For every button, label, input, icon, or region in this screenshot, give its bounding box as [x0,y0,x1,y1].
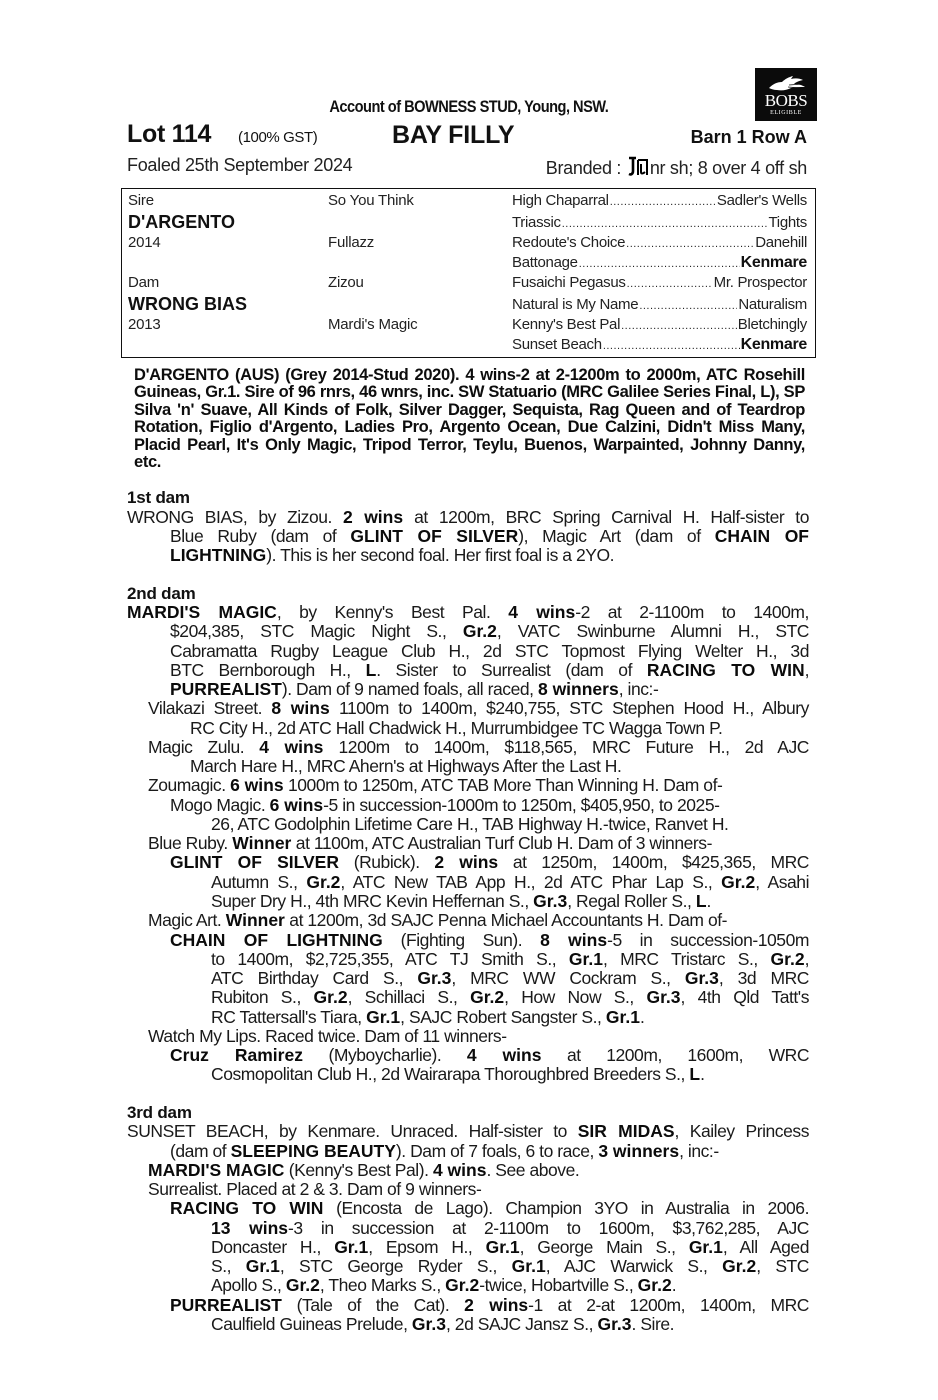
text: , inc:- [618,679,659,699]
bold-text: RACING TO WIN [170,1198,324,1218]
bold-text: Cruz Ramirez [170,1045,303,1065]
pedigree-text-line [170,796,720,815]
pedigree-line [512,335,807,356]
foaled-date: Foaled 25th September 2024 [127,155,353,175]
text: (Rubick). [339,852,435,872]
line-content [190,757,621,776]
bold-text: 8 wins [271,698,330,718]
text: Blue Ruby. [148,833,233,853]
text: , George Main S., [519,1237,689,1257]
pedigree-text-line [211,1315,674,1334]
line-content [211,969,809,988]
bold-text: CHAIN OF [714,526,809,546]
logo-line2: ELIGIBLE [770,110,802,116]
leader-dots [621,315,737,336]
grandparent-name: Natural is My Name [512,296,639,313]
text: Magic Zulu. [148,737,260,757]
text: , Regal Roller S., [567,891,696,911]
text: RC Tattersall's Tiara, [211,1007,367,1027]
bold-text: L [695,891,707,911]
bold-text: Gr.3 [533,891,568,911]
great-grandsire-name: Tights [768,214,807,231]
text: SUNSET BEACH, by Kenmare. Unraced. Half-sister to [127,1121,578,1141]
pedigree-text-line [211,1219,809,1238]
leader-dots [603,335,740,356]
pedigree-text-line [127,508,809,527]
pedigree-text-line [211,950,809,969]
branded-label: Branded : [545,158,622,178]
pedigree-text-line [211,1065,705,1084]
text: -1 at 2-at 1200m, 1400m, MRC [528,1295,809,1315]
text: -5 in succession-1000m to 1250m, $405,950, to 2025- [323,795,720,815]
pedigree-text-line [211,1238,809,1257]
bold-text: Gr.2 [285,1275,320,1295]
line-content [211,1257,809,1276]
text: Cosmopolitan Club H., 2d Wairarapa Thoroughbred Breeders S., [211,1064,690,1084]
pedigree-line [512,213,807,234]
pedigree-line [512,233,807,254]
pedigree-text-line [170,622,809,641]
bold-text: Gr.2 [445,1275,480,1295]
pedigree-text-line [211,873,809,892]
pedigree-text-line [211,1276,676,1295]
line-content [170,796,720,815]
text: Apollo S., [211,1275,286,1295]
line-content [170,1142,719,1161]
line-content [211,988,809,1007]
text: , [804,660,810,680]
text: , Epsom H., [368,1237,486,1257]
text: , ATC New TAB App H., 2d ATC Phar Lap S., [340,872,722,892]
text: at 1200m, 1600m, WRC [541,1045,810,1065]
text: , by Kenny's Best Pal. [276,602,509,622]
bold-text: 6 wins [230,775,284,795]
vendor-account: Account of BOWNESS STUD, Young, NSW. [329,97,609,116]
bold-text: Gr.2 [770,949,805,969]
text: at 1200m, 3d SAJC Penna Michael Accountants H. Dam of- [284,910,728,930]
text: (Encosta de Lago). Champion 3YO in Australia in 2006. [323,1198,809,1218]
text: ). Dam of 9 named foals, all raced, [281,679,538,699]
lot-number: Lot 114 [127,120,212,148]
bold-text: 4 wins [466,1045,542,1065]
text: . Sire. [631,1314,675,1334]
pedigree-text-line [211,969,809,988]
text: March Hare H., MRC Ahern's at Highways After the Last H. [190,756,622,776]
sire-sire: So You Think [328,192,414,209]
lot-header [127,120,807,152]
text: WRONG BIAS, by Zizou. [127,507,343,527]
text: ). Dam of 7 foals, 6 to race, [395,1141,599,1161]
line-content [148,776,722,795]
text: , STC [756,1256,809,1276]
pedigree-text-line [170,1142,719,1161]
bold-text: GLINT OF SILVER [350,526,519,546]
bold-text: Gr.1 [605,1007,640,1027]
line-content [170,1296,809,1315]
great-grandsire-name: Bletchingly [737,316,807,333]
text: , 3d MRC [718,968,809,988]
bold-text: Winner [232,833,292,853]
text: Watch My Lips. Raced twice. Dam of 11 winners- [148,1026,507,1046]
dam-dam: Mardi's Magic [328,316,418,333]
text: , Theo Marks S., [319,1275,446,1295]
brand-info [546,155,807,179]
text: , How Now S., [504,987,647,1007]
pedigree-text-line [170,1046,809,1065]
line-content [170,931,809,950]
text: (Kenny's Best Pal). [284,1160,433,1180]
bold-text: Gr.3 [684,968,719,988]
bold-text: 4 wins [508,602,576,622]
line-content [127,603,809,622]
line-content [127,1122,809,1141]
text: -2 at 2-1100m to 1400m, [575,602,809,622]
grandparent-name: Battonage [512,254,578,271]
text: (Myboycharlie). [302,1045,467,1065]
sire-label: Sire [128,192,154,209]
text: S., [211,1256,246,1276]
leader-dots [626,233,754,254]
pedigree-text-line [211,1008,644,1027]
text: . [671,1275,677,1295]
text: Doncaster H., [211,1237,335,1257]
pedigree-text-line [190,719,722,738]
text: -twice, Hobartville S., [479,1275,638,1295]
leader-dots [610,191,716,212]
grandparent-name: Kenny's Best Pal [512,316,621,333]
bold-text: 8 winners [537,679,619,699]
line-content [170,1199,809,1218]
pedigree-text-line [127,1122,809,1141]
line-content [148,738,809,757]
pedigree-text-line [190,757,621,776]
bold-text: SLEEPING BEAUTY [230,1141,396,1161]
text: at 1100m, ATC Australian Turf Club H. Dam of 3 winners- [291,833,712,853]
line-content [170,680,658,699]
line-content [170,546,614,565]
horse-description: BAY FILLY [392,121,515,149]
text: Caulfield Guineas Prelude, [211,1314,412,1334]
pedigree-text-line [170,527,809,546]
line-content [170,1046,809,1065]
line-content [148,1161,579,1180]
line-content [170,527,809,546]
text: Vilakazi Street. [148,698,272,718]
bold-text: Gr.2 [470,987,505,1007]
line-content [148,1027,507,1046]
great-grandsire-name: Kenmare [740,336,807,353]
first-dam-heading: 1st dam [127,488,190,507]
text: , All Aged [722,1237,809,1257]
text: . See above. [486,1160,580,1180]
great-grandsire-name: Sadler's Wells [716,192,807,209]
text: . [706,891,711,911]
bold-text: Gr.1 [688,1237,723,1257]
bold-text: Gr.1 [511,1256,546,1276]
bold-text: CHAIN OF LIGHTNING [170,930,383,950]
bold-text: Gr.1 [366,1007,401,1027]
bold-text: 8 wins [540,930,608,950]
pedigree-text-line [170,680,658,699]
line-content [170,622,809,641]
grandparent-name: Triassic [512,214,561,231]
bold-text: 3 winners [598,1141,680,1161]
grandparent-name: Redoute's Choice [512,234,626,251]
grandparent-name: Sunset Beach [512,336,602,353]
pedigree-text-line [211,988,809,1007]
text: Surrealist. Placed at 2 & 3. Dam of 9 winners- [148,1179,482,1199]
text: Super Dry H., 4th MRC Kevin Heffernan S., [211,891,534,911]
text: to 1400m, $2,725,355, ATC TJ Smith S., [211,949,569,969]
bold-text: L [365,660,377,680]
text: Autumn S., [211,872,307,892]
text: Blue Ruby (dam of [170,526,351,546]
bold-text: 2 wins [464,1295,529,1315]
text: at 1250m, 1400m, $425,365, MRC [498,852,809,872]
text: , MRC WW Cockram S., [451,968,685,988]
line-content [127,508,809,527]
bold-text: Gr.3 [411,1314,446,1334]
pedigree-text-line [148,776,722,795]
text: 26, ATC Godolphin Lifetime Care H., TAB Highway H.-twice, Ranvet H. [211,814,729,834]
pedigree-text-line [170,642,809,661]
line-content [148,1180,481,1199]
bold-text: LIGHTNING [170,545,267,565]
text: , inc:- [679,1141,719,1161]
bold-text: Gr.1 [568,949,603,969]
line-content [211,1008,644,1027]
bold-text: Gr.2 [462,621,497,641]
line-content [170,642,809,661]
text: , Asahi [755,872,810,892]
text: . Sister to Surrealist (dam of [376,660,647,680]
pedigree-text-line [148,911,727,930]
text: (dam of [170,1141,231,1161]
dam-year: 2013 [128,316,161,333]
line-content [211,950,809,969]
pedigree-text-line [148,1161,579,1180]
text: , VATC Swinburne Alumni H., STC [496,621,809,641]
pedigree-text-line [148,834,712,853]
text: at 1200m, BRC Spring Carnival H. Half-sister to [403,507,809,527]
bold-text: Gr.2 [313,987,348,1007]
pedigree-text-line [127,603,809,622]
text: 1100m to 1400m, $240,755, STC Stephen Hood H., Albury [329,698,809,718]
text: , Kailey Princess [674,1121,809,1141]
pedigree-line [512,191,807,212]
text: Zoumagic. [148,775,231,795]
text: BTC Bernborough H., [170,660,366,680]
bold-text: GLINT OF SILVER [170,852,339,872]
foaling-info [127,155,807,179]
bold-text: Gr.1 [245,1256,280,1276]
sire-name: D'ARGENTO [128,212,235,232]
text: Magic Art. [148,910,226,930]
bold-text: 4 wins [432,1160,487,1180]
pedigree-text-line [170,1199,809,1218]
line-content [211,1315,674,1334]
text: (Tale of the Cat). [281,1295,465,1315]
sire-dam: Fullazz [328,234,375,251]
bold-text: L [689,1064,701,1084]
text: ), Magic Art (dam of [518,526,715,546]
bold-text: 2 wins [342,507,404,527]
bold-text: 13 wins [211,1218,289,1238]
pedigree-text-line [148,699,809,718]
pedigree-text-line [148,1027,507,1046]
text: -5 in succession-1050m [607,930,809,950]
text: , MRC Tristarc S., [602,949,771,969]
leader-dots [639,295,737,316]
line-content [211,892,711,911]
pedigree-text-line [211,892,711,911]
line-content [211,1065,705,1084]
pedigree-line [512,273,807,294]
bold-text: Gr.2 [722,1256,757,1276]
leader-dots [627,273,713,294]
leader-dots [579,253,740,274]
line-content [211,1276,676,1295]
brand-description: nr sh; 8 over 4 off sh [649,158,807,178]
pedigree-text-line [170,853,809,872]
bold-text: SIR MIDAS [577,1121,675,1141]
pedigree-text-line [170,931,809,950]
bold-text: Gr.3 [417,968,452,988]
grandparent-name: High Chaparral [512,192,609,209]
dam-sire: Zizou [328,274,364,291]
text: -3 in succession at 2-1100m to 1600m, $3,762,285, AJC [288,1218,809,1238]
third-dam-heading: 3rd dam [127,1103,192,1122]
logo-line1: BOBS [764,91,808,110]
bold-text: 2 wins [434,852,499,872]
text: . [639,1007,645,1027]
bold-text: PURREALIST [170,679,282,699]
bold-text: Gr.1 [485,1237,520,1257]
bold-text: RACING TO WIN [646,660,805,680]
line-content [211,1219,809,1238]
text: , STC George Ryder S., [279,1256,512,1276]
bold-text: MARDI'S MAGIC [127,602,277,622]
line-content [211,815,728,834]
grandparent-name: Fusaichi Pegasus [512,274,626,291]
pedigree-text-line [148,1180,481,1199]
dam-label: Dam [128,274,160,291]
text: ATC Birthday Card S., [211,968,418,988]
text: Rubiton S., [211,987,314,1007]
bold-text: Gr.2 [306,872,341,892]
line-content [148,699,809,718]
line-content [148,834,712,853]
text: , AJC Warwick S., [545,1256,723,1276]
line-content [190,719,722,738]
gst-note: (100% GST) [238,129,318,146]
second-dam-heading: 2nd dam [127,584,196,603]
dam-name: WRONG BIAS [128,294,247,314]
pedigree-text-line [170,546,614,565]
brand-mark-icon [627,155,649,177]
sire-year: 2014 [128,234,161,251]
pedigree-text-line [211,815,728,834]
line-content [211,873,809,892]
text: Cabramatta Rugby League Club H., 2d STC Topmost Flying Welter H., 3d [170,641,809,661]
text: RC City H., 2d ATC Hall Chadwick H., Murrumbidgee TC Wagga Town P. [190,718,723,738]
pedigree-line [512,315,807,336]
text: , 4th Qld Tatt's [680,987,809,1007]
great-grandsire-name: Danehill [755,234,807,251]
pedigree-text-line [148,738,809,757]
text: ). This is her second foal. Her first foal is a 2YO. [266,545,615,565]
bold-text: Gr.3 [646,987,681,1007]
sire-summary: D'ARGENTO (AUS) (Grey 2014-Stud 2020). 4 wins-2 at 2-1200m to 2000m, ATC Rosehill Guineas, Gr.1. Sire of 96 rnrs, 46 wnrs, inc. SW Statuario (MRC Galilee Series Final, L), SP Silva 'n' Suave, All Kinds of Folk, Silver Dagger, Sequista, Rag Queen and of Teardrop Rotation, Figlio d'Argento, Ladies Pro, Argento Ocean, Due Calzini, Didn't Miss Many, Placid Pearl, It's Only Magic, Tripod Terror, Teylu, Buenos, Warpainted, Johnny Danny, etc. [134,366,805,472]
bold-text: Winner [225,910,285,930]
pedigree-text-line [211,1257,809,1276]
pedigree-line [512,295,807,316]
line-content [148,911,727,930]
text: 1000m to 1250m, ATC TAB More Than Winning H. Dam of- [283,775,723,795]
text: , [804,949,810,969]
text: , 2d SAJC Jansz S., [445,1314,598,1334]
great-grandsire-name: Kenmare [740,254,807,271]
bold-text: 4 wins [259,737,324,757]
pedigree-text-line [170,1296,809,1315]
great-grandsire-name: Naturalism [738,296,807,313]
text: , SAJC Robert Sangster S., [400,1007,606,1027]
bold-text: MARDI'S MAGIC [148,1160,285,1180]
text: $204,385, STC Magic Night S., [170,621,463,641]
bold-text: PURREALIST [170,1295,282,1315]
pedigree-text-line [170,661,809,680]
bold-text: Gr.2 [637,1275,672,1295]
pedigree-table [121,188,816,358]
bold-text: Gr.1 [334,1237,369,1257]
line-content [170,853,809,872]
great-grandsire-name: Mr. Prospector [713,274,807,291]
bold-text: Gr.2 [721,872,756,892]
barn-location: Barn 1 Row A [690,127,807,147]
leader-dots [562,213,768,234]
text: Mogo Magic. [170,795,270,815]
text: (Fighting Sun). [382,930,541,950]
pedigree-line [512,253,807,274]
bold-text: 6 wins [269,795,324,815]
text: . [700,1064,705,1084]
text: 1200m to 1400m, $118,565, MRC Future H., 2d AJC [323,737,809,757]
line-content [211,1238,809,1257]
text: , Schillaci S., [347,987,471,1007]
bold-text: Gr.3 [597,1314,632,1334]
line-content [170,661,809,680]
